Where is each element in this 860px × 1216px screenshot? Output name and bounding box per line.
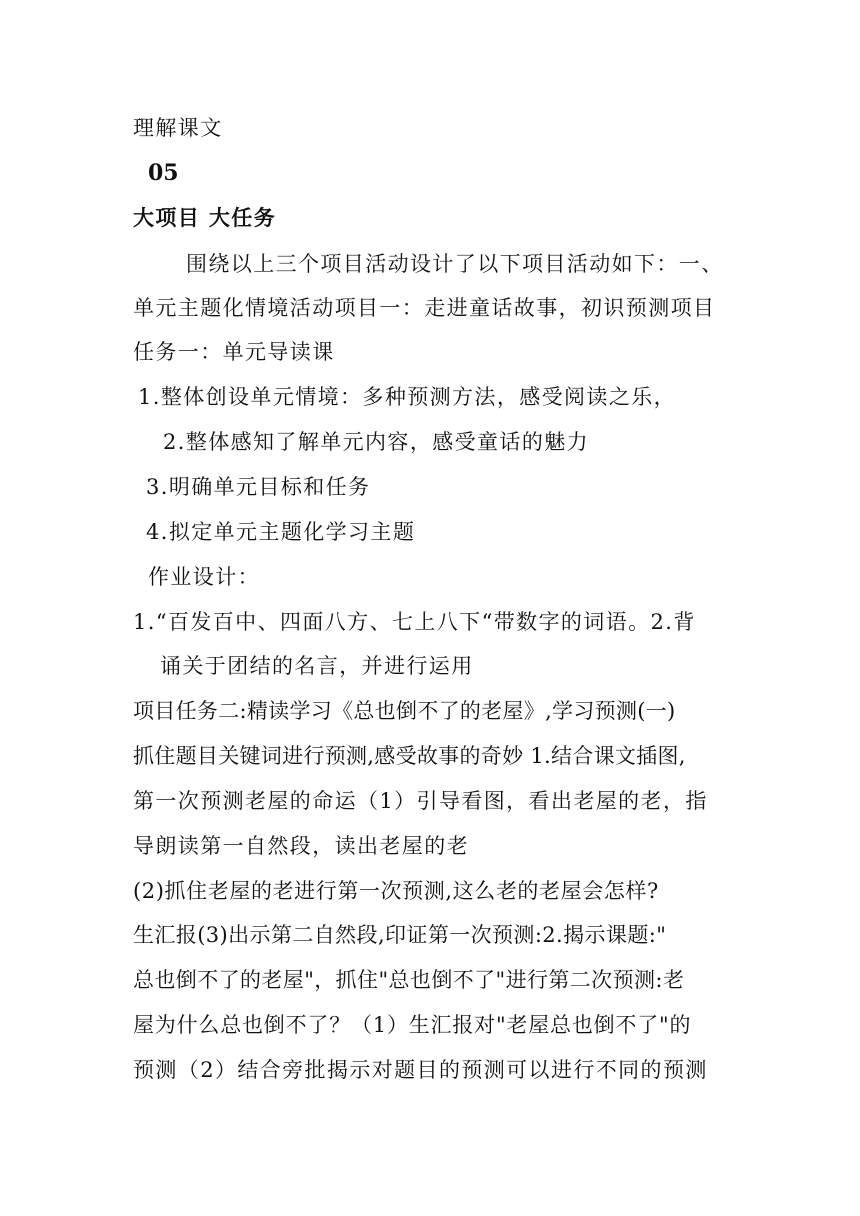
body-line: 预测（2）结合旁批揭示对题目的预测可以进行不同的预测 (133, 1058, 708, 1082)
body-line: 诵关于团结的名言，并进行运用 (160, 654, 474, 678)
body-line: 4.拟定单元主题化学习主题 (146, 520, 416, 544)
body-line: 1.“百发百中、四面八方、七上八下“带数字的词语。2.背 (133, 610, 696, 634)
body-line: 围绕以上三个项目活动设计了以下项目活动如下：一、 (186, 252, 724, 276)
body-line: 第一次预测老屋的命运（1）引导看图，看出老屋的老，指 (133, 789, 708, 813)
body-line: 抓住题目关键词进行预测,感受故事的奇妙 1.结合课文插图, (133, 744, 686, 768)
section-number: 05 (148, 160, 179, 186)
body-line: 作业设计： (148, 565, 260, 589)
body-line: 1.整体创设单元情境：多种预测方法，感受阅读之乐， (138, 385, 677, 409)
body-line: 屋为什么总也倒不了？（1）生汇报对"老屋总也倒不了"的 (133, 1013, 692, 1037)
body-line: 2.整体感知了解单元内容，感受童话的魅力 (163, 430, 590, 454)
body-line: 总也倒不了的老屋"，抓住"总也倒不了"进行第二次预测:老 (133, 968, 685, 992)
body-line: 任务一：单元导读课 (133, 340, 335, 364)
section-label: 理解课文 (133, 116, 223, 140)
body-line: 3.明确单元目标和任务 (146, 475, 371, 499)
body-line: 单元主题化情境活动项目一：走进童话故事，初识预测项目 (133, 296, 716, 320)
section-title: 大项目 大任务 (133, 205, 277, 230)
body-line: 项目任务二:精读学习《总也倒不了的老屋》,学习预测(一) (133, 699, 676, 723)
body-line: 生汇报(3)出示第二自然段,印证第一次预测:2.揭示课题:" (133, 923, 667, 947)
body-line: (2)抓住老屋的老进行第一次预测,这么老的老屋会怎样? (133, 879, 659, 903)
body-line: 导朗读第一自然段，读出老屋的老 (133, 834, 469, 858)
